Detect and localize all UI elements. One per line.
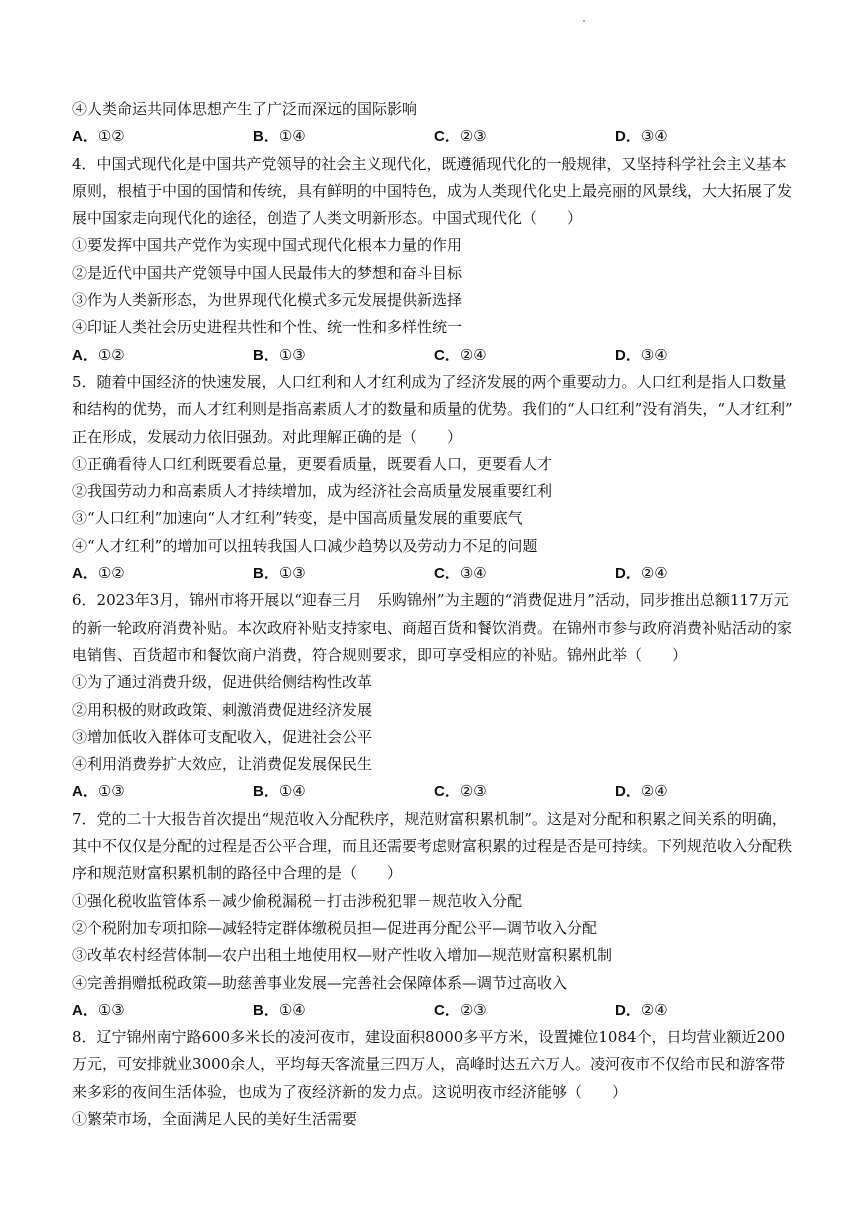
option-letter: C．	[434, 128, 460, 146]
option-text: ③④	[640, 345, 668, 364]
question-stem-line: 4．中国式现代化是中国共产党领导的社会主义现代化，既遵循现代化的一般规律，又坚持科学社会主义基本	[72, 154, 787, 173]
option-text: ①③	[278, 564, 306, 583]
option-text: ①②	[97, 345, 125, 364]
option-2	[253, 997, 434, 1024]
option-text: ①③	[278, 345, 306, 364]
statement-line: ②个税附加专项扣除—减轻特定群体缴税员担—促进再分配公平—调节收入分配	[72, 918, 598, 937]
option-letter: C．	[434, 346, 460, 364]
question-stem-line: 展中国家走向现代化的途径，创造了人类文明新形态。中国式现代化（ ）	[72, 209, 583, 228]
option-1	[72, 123, 253, 150]
option-text: ②④	[459, 345, 487, 364]
option-letter: A．	[72, 1001, 98, 1019]
option-1	[72, 778, 253, 805]
option-text: ②③	[459, 127, 487, 146]
option-text: ②③	[459, 782, 487, 801]
option-letter: B．	[253, 346, 279, 364]
option-text: ②④	[640, 1000, 668, 1019]
question-stem-line: 万元，可安排就业3000余人，平均每天客流量三四万人，高峰时达五六万人。凌河夜市不仅给市民和游客带	[72, 1055, 786, 1074]
question-block	[72, 1024, 814, 1133]
option-3	[434, 342, 615, 369]
statement-line: ③改革农村经营体制—农户出租土地使用权—财产性收入增加—规范财富积累机制	[72, 946, 613, 965]
option-4	[615, 997, 796, 1024]
option-text: ①④	[278, 1000, 306, 1019]
statement-line: ④完善捐赠抵税政策—助慈善事业发展—完善社会保障体系—调节过高收入	[72, 973, 568, 992]
option-text: ①②	[97, 127, 125, 146]
options-row	[72, 997, 814, 1024]
options-row	[72, 560, 814, 587]
option-letter: B．	[253, 783, 279, 801]
option-2	[253, 342, 434, 369]
option-3	[434, 560, 615, 587]
option-text: ①③	[97, 782, 125, 801]
statement-line: ④“人才红利”的增加可以扭转我国人口减少趋势以及劳动力不足的问题	[72, 536, 538, 555]
option-letter: D．	[615, 128, 641, 146]
option-letter: A．	[72, 128, 98, 146]
option-letter: A．	[72, 346, 98, 364]
option-text: ②④	[640, 564, 668, 583]
option-2	[253, 560, 434, 587]
option-2	[253, 123, 434, 150]
option-text: ①②	[97, 564, 125, 583]
statement-line: ①强化税收监管体系－减少偷税漏税－打击涉税犯罪－规范收入分配	[72, 891, 523, 910]
option-text: ①③	[97, 1000, 125, 1019]
question-stem-line: 的新一轮政府消费补贴。本次政府补贴支持家电、商超百货和餐饮消费。在锦州市参与政府消费补贴活动的家	[72, 618, 793, 637]
question-stem-line: 5．随着中国经济的快速发展，人口红利和人才红利成为了经济发展的两个重要动力。人口红利是指人口数量	[72, 372, 787, 391]
option-letter: D．	[615, 1001, 641, 1019]
question-stem-line: 6．2023年3月，锦州市将开展以“迎春三月 乐购锦州”为主题的“消费促进月”活动，同步推出总额117万元	[72, 591, 789, 610]
option-3	[434, 123, 615, 150]
statement-line: ③作为人类新形态，为世界现代化模式多元发展提供新选择	[72, 291, 463, 310]
option-letter: A．	[72, 783, 98, 801]
statement-line: ③“人口红利”加速向“人才红利”转变，是中国高质量发展的重要底气	[72, 509, 523, 528]
options-row	[72, 778, 814, 805]
option-text: ③④	[640, 127, 668, 146]
option-text: ①④	[278, 782, 306, 801]
question-stem-line: 序和规范财富积累机制的路径中合理的是（ ）	[72, 864, 403, 883]
option-1	[72, 560, 253, 587]
statement-line: ④印证人类社会历史进程共性和个性、统一性和多样性统一	[72, 318, 463, 337]
option-3	[434, 997, 615, 1024]
question-block	[72, 96, 814, 151]
statement-line: ④人类命运共同体思想产生了广泛而深远的国际影响	[72, 100, 418, 118]
option-letter: C．	[434, 565, 460, 583]
question-stem-line: 来多彩的夜间生活体验，也成为了夜经济新的发力点。这说明夜市经济能够（ ）	[72, 1082, 628, 1101]
option-letter: C．	[434, 783, 460, 801]
question-stem-line: 8．辽宁锦州南宁路600多米长的凌河夜市，建设面积8000多平方米，设置摊位1084个，日均营业额近200	[72, 1028, 786, 1047]
option-letter: B．	[253, 565, 279, 583]
option-letter: B．	[253, 128, 279, 146]
statement-line: ②用积极的财政政策、刺激消费促进经济发展	[72, 700, 373, 719]
option-text: ③④	[459, 564, 487, 583]
question-block	[72, 151, 814, 369]
option-letter: D．	[615, 565, 641, 583]
statement-line: ③增加低收入群体可支配收入，促进社会公平	[72, 727, 373, 746]
option-2	[253, 778, 434, 805]
statement-line: ④利用消费券扩大效应，让消费促发展保民生	[72, 755, 373, 774]
option-letter: C．	[434, 1001, 460, 1019]
question-list	[72, 96, 814, 1133]
scan-dot	[583, 20, 585, 22]
option-1	[72, 997, 253, 1024]
option-letter: A．	[72, 565, 98, 583]
question-stem-line: 原则，根植于中国的国情和传统，具有鲜明的中国特色，成为人类现代化史上最亮丽的风景线，大大拓展了发	[72, 181, 793, 200]
option-4	[615, 778, 796, 805]
option-text: ②③	[459, 1000, 487, 1019]
option-letter: D．	[615, 346, 641, 364]
option-letter: B．	[253, 1001, 279, 1019]
statement-line: ①正确看待人口红利既要看总量，更要看质量，既要看人口，更要看人才	[72, 454, 553, 473]
question-stem-line: 7．党的二十大报告首次提出“规范收入分配秩序，规范财富积累机制”。这是对分配和积累之间关系的明确，	[72, 809, 787, 828]
option-4	[615, 560, 796, 587]
statement-line: ①要发挥中国共产党作为实现中国式现代化根本力量的作用	[72, 236, 463, 255]
option-1	[72, 342, 253, 369]
option-letter: D．	[615, 783, 641, 801]
statement-line: ①繁荣市场，全面满足人民的美好生活需要	[72, 1109, 358, 1128]
question-stem-line: 其中不仅仅是分配的过程是否公平合理，而且还需要考虑财富积累的过程是否是可持续。下列规范收入分配秩	[72, 837, 793, 856]
question-stem-line: 正在形成，发展动力依旧强劲。对此理解正确的是（ ）	[72, 427, 463, 446]
question-block	[72, 806, 814, 1024]
option-4	[615, 342, 796, 369]
question-stem-line: 和结构的优势，而人才红利则是指高素质人才的数量和质量的优势。我们的“人口红利”没有消失，“人才红利”	[72, 400, 793, 419]
question-block	[72, 369, 814, 587]
question-block	[72, 587, 814, 805]
statement-line: ②我国劳动力和高素质人才持续增加，成为经济社会高质量发展重要红利	[72, 482, 553, 501]
option-3	[434, 778, 615, 805]
question-stem-line: 电销售、百货超市和餐饮商户消费，符合规则要求，即可享受相应的补贴。锦州此举（ ）	[72, 645, 688, 664]
options-row	[72, 342, 814, 369]
option-text: ①④	[278, 127, 306, 146]
options-row	[72, 123, 814, 150]
statement-line: ①为了通过消费升级，促进供给侧结构性改革	[72, 673, 373, 692]
option-4	[615, 123, 796, 150]
option-text: ②④	[640, 782, 668, 801]
statement-line: ②是近代中国共产党领导中国人民最伟大的梦想和奋斗目标	[72, 263, 463, 282]
